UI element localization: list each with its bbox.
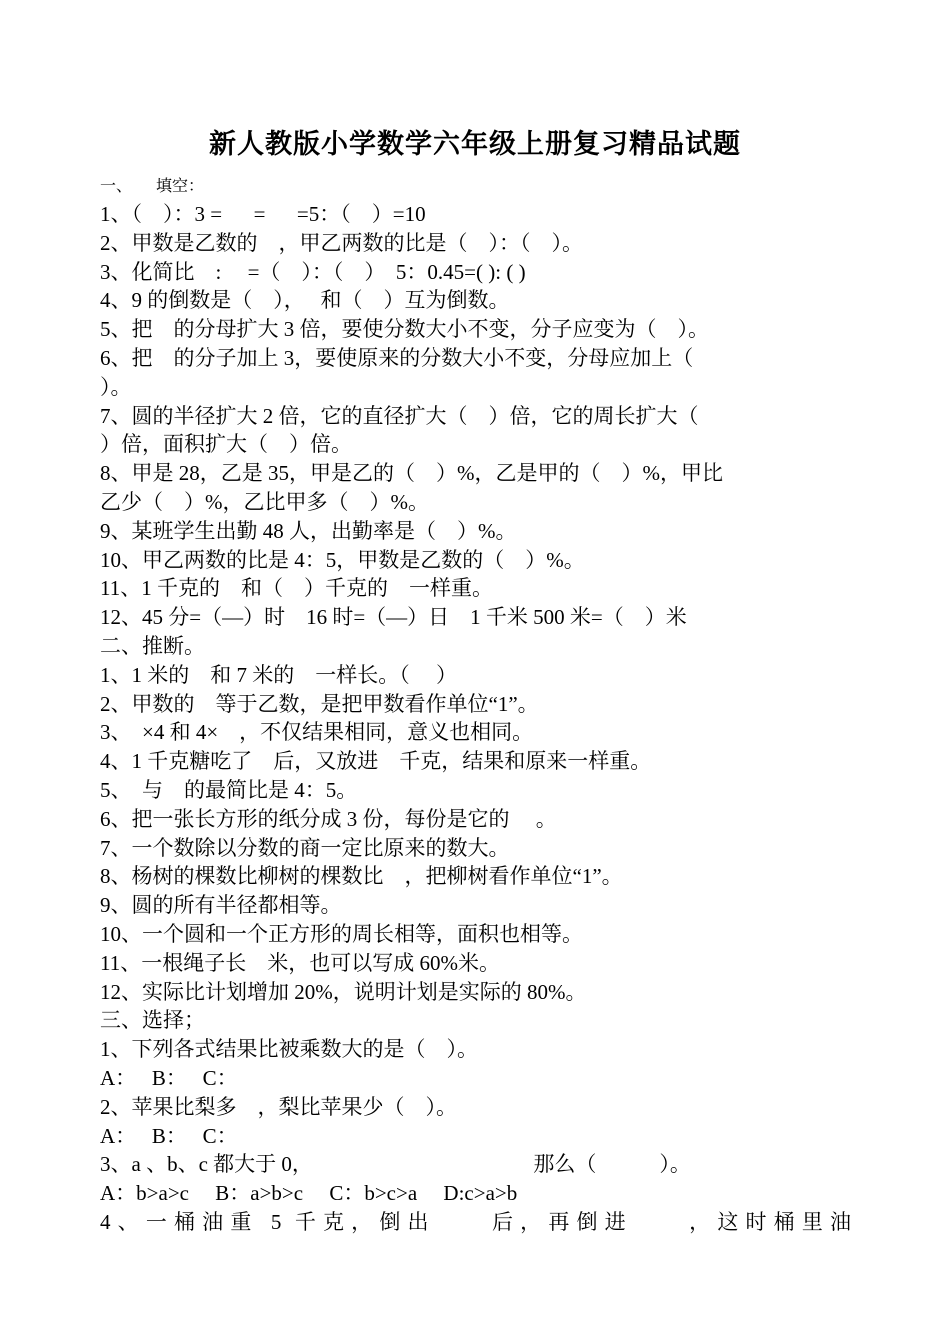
- text-line: 9、圆的所有半径都相等。: [100, 893, 342, 918]
- text-line: 2、甲数是乙数的 ，甲乙两数的比是（ ）：（ ）。: [100, 230, 583, 255]
- text-line: 3、化简比 : =（ ）：（ ） 5：0.45=( ): ( ): [100, 259, 526, 284]
- text-line: 7、一个数除以分数的商一定比原来的数大。: [100, 835, 510, 860]
- answer-options: A： B： C：: [100, 1065, 238, 1090]
- section-heading-fill-blank: 一、 填空：: [100, 178, 205, 195]
- text-line: 6、把 的分子加上 3，要使原来的分数大小不变，分母应加上（: [100, 345, 694, 370]
- document-title: 新人教版小学数学六年级上册复习精品试题: [209, 129, 741, 159]
- answer-options: A：b>a>c B：a>b>c C：b>c>a D:c>a>b: [100, 1181, 518, 1206]
- section-heading-choice: 三、选择；: [100, 1008, 205, 1033]
- text-line: 3、a 、b、c 都大于 0， 那么（ ）。: [100, 1152, 691, 1177]
- section-heading-judgement: 二、推断。: [100, 633, 205, 658]
- text-line: 1、1 米的 和 7 米的 一样长。（ ）: [100, 662, 457, 687]
- text-line: 1、下列各式结果比被乘数大的是（ ）。: [100, 1037, 478, 1062]
- text-line: 乙少（ ）%，乙比甲多（ ）%。: [100, 489, 429, 514]
- text-line: ）倍，面积扩大（ ）倍。: [100, 432, 352, 457]
- text-line: 6、把一张长方形的纸分成 3 份，每份是它的 。: [100, 806, 557, 831]
- text-line: 10、一个圆和一个正方形的周长相等，面积也相等。: [100, 921, 583, 946]
- text-line: 4、1 千克糖吃了 后，又放进 千克，结果和原来一样重。: [100, 749, 652, 774]
- text-line: 1、（ ）：3 = = =5：（ ）=10: [100, 202, 426, 226]
- text-line: 4、一桶油重 5 千克，倒出 后，再倒进 ，这时桶里油: [100, 1209, 852, 1234]
- text-line: 8、甲是 28，乙是 35，甲是乙的（ ）%，乙是甲的（ ）%，甲比: [100, 461, 723, 486]
- text-line: 4、9 的倒数是（ ）， 和（ ）互为倒数。: [100, 288, 510, 313]
- text-line: 12、实际比计划增加 20%，说明计划是实际的 80%。: [100, 979, 587, 1004]
- text-line: 2、甲数的 等于乙数，是把甲数看作单位“1”。: [100, 691, 539, 716]
- text-line: 9、某班学生出勤 48 人，出勤率是（ ）%。: [100, 518, 517, 543]
- text-line: 11、一根绳子长 米，也可以写成 60%米。: [100, 950, 500, 975]
- question-lines: [100, 174, 852, 1237]
- answer-options: A： B： C：: [100, 1123, 238, 1148]
- text-line: 5、 与 的最简比是 4：5。: [100, 777, 358, 802]
- text-line: 11、1 千克的 和（ ）千克的 一样重。: [100, 576, 493, 601]
- text-line: ）。: [100, 374, 132, 399]
- text-line: 10、甲乙两数的比是 4：5，甲数是乙数的（ ）%。: [100, 547, 585, 572]
- text-line: 3、 ×4 和 4× ，不仅结果相同，意义也相同。: [100, 720, 534, 745]
- text-line: 2、苹果比梨多 ，梨比苹果少（ ）。: [100, 1094, 457, 1119]
- text-line: 5、把 的分母扩大 3 倍，要使分数大小不变，分子应变为（ ）。: [100, 317, 709, 342]
- text-line: 8、杨树的棵数比柳树的棵数比 ，把柳树看作单位“1”。: [100, 864, 623, 889]
- text-line: 12、45 分=（—）时 16 时=（—）日 1 千米 500 米=（ ）米: [100, 605, 687, 630]
- text-line: 7、圆的半径扩大 2 倍，它的直径扩大（ ）倍，它的周长扩大（: [100, 403, 699, 428]
